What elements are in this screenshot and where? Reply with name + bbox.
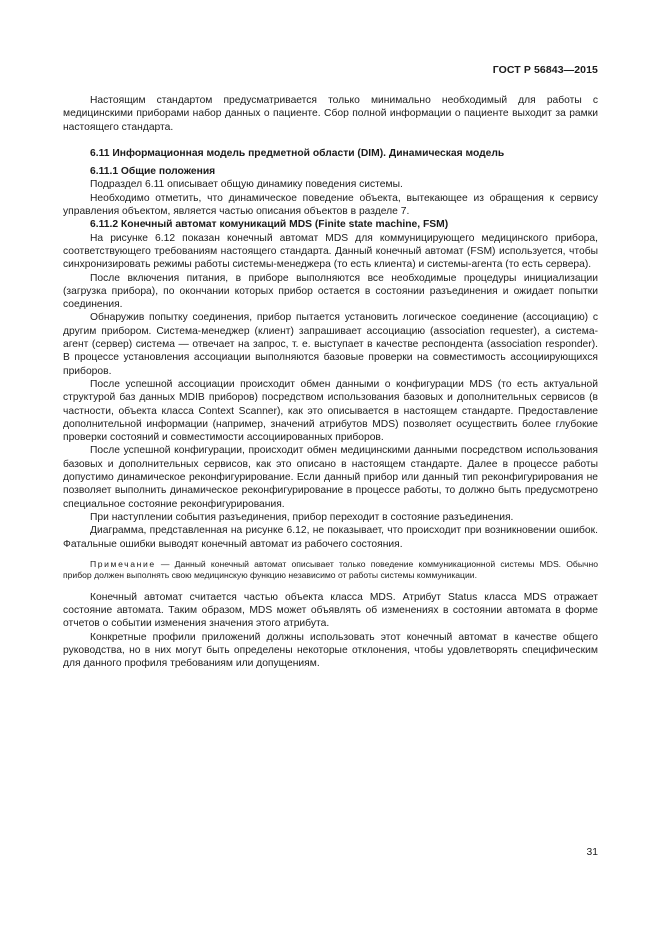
paragraph: Обнаружив попытку соединения, прибор пытается установить логическое соединение (ассоциацию) с другим прибором. Система-менеджер (клиент) запрашивает ассоциацию (association requester), а система-агент (сервер) система — отвечает на запрос, т. е. выступает в качестве респондента (association responder). В процессе установления ассоциации выполняются базовые проверки на совместимость ассоциирующихся приборов. [63,312,598,377]
intro-paragraph: Настоящим стандартом предусматривается только минимально необходимый для работы с медицинскими приборами набор данных о пациенте. Сбор полной информации о пациенте выходит за рамки настоящего стандарта. [63,95,598,133]
note [63,559,598,582]
paragraph: На рисунке 6.12 показан конечный автомат MDS для коммуницирующего медицинского прибора, соответствующего требованиям настоящего стандарта. Данный конечный автомат (FSM) используется, чтобы синхронизировать режимы работы системы-менеджера (то есть клиента) и системы-агента (то есть сервера). [63,232,598,271]
section-heading-6-11: 6.11 Информационная модель предметной области (DIM). Динамическая модель [90,147,505,159]
page-body [63,94,598,670]
subsection-heading-6-11-2: 6.11.2 Конечный автомат комуникаций MDS (Finite state machine, FSM) [90,219,449,231]
note-text: — Данный конечный автомат описывает только поведение коммуникационной системы MDS. Обычно прибор должен выполнять свою медицинскую функцию независимо от работы системы коммуникации. [63,558,598,581]
paragraph: Конечный автомат считается частью объекта класса MDS. Атрибут Status класса MDS отражает состояние автомата. Таким образом, MDS может объявлять об изменениях в состоянии автомата в форме отчетов о событии изменения значения этого атрибута. [63,591,598,630]
page-number: 31 [586,847,598,858]
paragraph: При наступлении события разъединения, прибор переходит в состояние разъединения. [90,511,514,523]
subsection-heading-6-11-1: 6.11.1 Общие положения [90,166,216,178]
paragraph: После успешной конфигурации, происходит обмен медицинскими данными посредством использования базовых и дополнительных сервисов, как это описано в настоящем стандарте. Далее в процессе работы допустимо динамическое реконфигурирование. Если данный прибор или данный тип реконфигурирования не позволяет выполнить динамическое реконфигурирование в процессе работы, то должно быть предусмотрено специальное состояние реконфигурирования. [63,445,598,510]
paragraph: После успешной ассоциации происходит обмен данными о конфигурации MDS (то есть актуальной структурой баз данных MDIB приборов) посредством использования базовых и дополнительных сервисов (в частности, объекта класса Context Scanner), как это описывается в настоящем стандарте. Предоставление дополнительной информации (например, значений атрибутов MDS) позволяет осуществить более глубокие проверки состояний и совместимости ассоциированных приборов. [63,378,598,444]
note-label: Примечание [90,558,156,569]
paragraph: Подраздел 6.11 описывает общую динамику поведения системы. [90,179,403,191]
document-header: ГОСТ Р 56843—2015 [492,64,598,76]
paragraph: Конкретные профили приложений должны использовать этот конечный автомат в качестве общего руководства, но в них могут быть определены некоторые отклонения, чтобы удовлетворять специфическим для данного профиля требованиям или допущениям. [63,631,598,670]
paragraph: Необходимо отметить, что динамическое поведение объекта, вытекающее из обращения к сервису управления объектом, является частью описания объектов в разделе 7. [63,192,598,218]
paragraph: Диаграмма, представленная на рисунке 6.12, не показывает, что происходит при возникновении ошибок. Фатальные ошибки выводят конечный автомат из рабочего состояния. [63,525,598,550]
paragraph: После включения питания, в приборе выполняются все необходимые процедуры инициализации (загрузка прибора), по окончании которых прибор остается в состоянии разъединения и ожидает попытки соединения. [63,272,598,311]
